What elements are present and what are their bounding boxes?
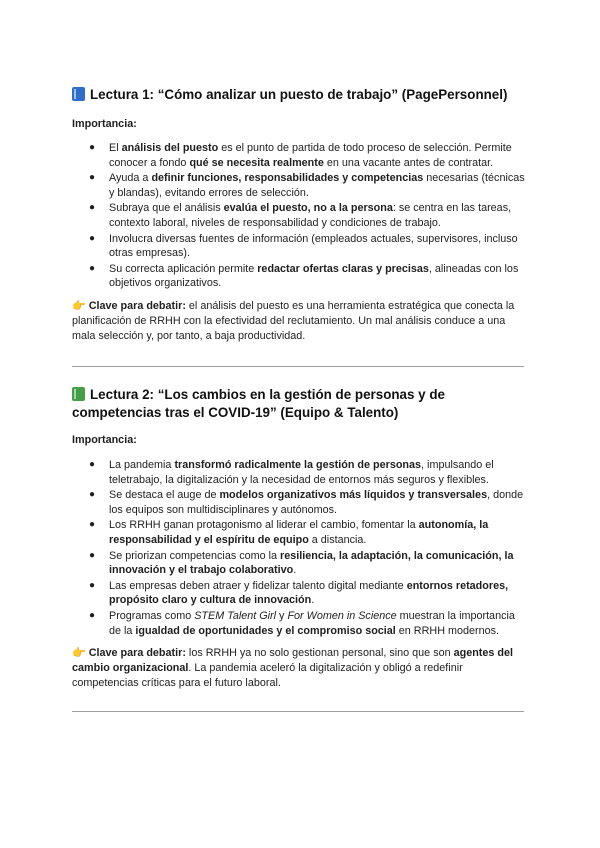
bullet-dot: ● — [89, 172, 96, 184]
list-item — [72, 232, 528, 261]
bullet-dot: ● — [89, 579, 96, 591]
text-run: Se priorizan competencias como la — [109, 549, 281, 562]
section-2-importance-label: Importancia: — [72, 434, 137, 446]
text-run: , impulsando el teletrabajo, la digitalización y la necesidad de entornos más seguros y flexibles. — [109, 459, 494, 486]
list-item — [72, 488, 528, 517]
section-2-debate-paragraph — [72, 646, 528, 691]
bold-text: definir funciones, responsabilidades y competencias — [151, 172, 424, 185]
section-1-importance-label: Importancia: — [72, 118, 137, 130]
bold-text: transformó radicalmente la gestión de personas — [174, 459, 422, 471]
bold-text: igualdad de oportunidades y el compromiso social — [135, 624, 396, 637]
text-run: El — [109, 142, 122, 154]
text-run: . — [293, 564, 297, 577]
bold-text: evalúa el puesto, no a la persona — [223, 202, 393, 215]
bullet-dot: ● — [89, 489, 96, 501]
bullet-dot: ● — [89, 519, 96, 531]
section-1-debate-label: Clave para debatir: — [88, 299, 186, 312]
text-run: Se destaca el auge de — [109, 489, 220, 502]
bullet-dot: ● — [89, 262, 96, 274]
section-2-bullet-list — [72, 458, 528, 638]
bullet-dot: ● — [89, 459, 96, 470]
text-run: Su correcta aplicación permite — [109, 262, 258, 275]
section-1-bullet-list — [72, 141, 528, 291]
text-run: , alineadas con los objetivos organizativos. — [109, 262, 519, 290]
section-1-debate-text: el análisis del puesto es una herramienta estratégica que conecta la planificación de RRHH con la efectividad del reclutamiento. Un mal análisis conduce a una mala selección y, por tanto, a baja productividad. — [72, 299, 515, 342]
pointing-hand-icon: 👉 — [72, 647, 86, 660]
green-book-icon — [72, 387, 85, 401]
text-run: es el punto de partida de todo proceso de selección. Permite conocer a fondo — [109, 142, 512, 169]
text-run: necesarias (técnicas y blandas), evitando errores de selección. — [109, 172, 525, 199]
pointing-hand-icon: 👉 — [72, 299, 86, 312]
section-2-heading — [72, 386, 528, 422]
text-run: , donde los equipos son multidisciplinares y autónomos. — [109, 489, 524, 516]
bold-text: análisis del puesto — [121, 142, 219, 154]
bullet-dot: ● — [89, 549, 96, 561]
text-run: La pandemia — [109, 459, 175, 471]
text-run: en RRHH modernos. — [395, 624, 500, 637]
list-item — [72, 141, 528, 170]
bullet-dot: ● — [89, 609, 96, 621]
bold-text: redactar ofertas claras y precisas — [257, 262, 429, 275]
text-run: Programas como — [109, 609, 195, 622]
section-2-debate-bold: agentes del cambio organizacional — [72, 647, 514, 675]
bullet-dot: ● — [89, 202, 96, 214]
list-item — [72, 262, 528, 291]
text-run: y — [276, 609, 288, 622]
list-item — [72, 518, 528, 547]
section-lectura-2 — [72, 386, 528, 691]
section-divider-1 — [72, 366, 524, 367]
italic-text: For Women in Science — [287, 609, 397, 622]
italic-text: STEM Talent Girl — [194, 609, 277, 622]
text-run: en una vacante antes de contratar. — [323, 156, 494, 169]
section-lectura-1 — [72, 86, 528, 344]
blue-book-icon — [72, 87, 85, 101]
text-run: : se centra en las tareas, contexto laboral, niveles de responsabilidad y condiciones de trabajo. — [109, 202, 512, 229]
text-run: Las empresas deben atraer y fidelizar talento digital mediante — [109, 579, 407, 592]
text-run: Involucra diversas fuentes de información (empleados actuales, supervisores, incluso otras empresas). — [109, 232, 518, 260]
text-run: . — [311, 594, 315, 607]
list-item — [72, 201, 528, 230]
text-run: Ayuda a — [109, 172, 152, 185]
list-item — [72, 458, 528, 487]
section-2-debate-text-1: los RRHH ya no solo gestionan personal, sino que son — [185, 647, 454, 660]
list-item — [72, 609, 528, 638]
section-2-debate-text-2: . La pandemia aceleró la digitalización y obligó a redefinir competencias críticas para el futuro laboral. — [72, 662, 463, 690]
section-1-title: Lectura 1: “Cómo analizar un puesto de trabajo” (PagePersonnel) — [90, 87, 508, 102]
list-item — [72, 579, 528, 608]
bold-text: modelos organizativos más líquidos y transversales — [219, 489, 488, 502]
bold-text: resiliencia, la adaptación, la comunicación, la innovación y el trabajo colaborativo — [109, 549, 514, 577]
bullet-dot: ● — [89, 142, 96, 153]
text-run: muestran la importancia de la — [109, 609, 515, 637]
section-divider-2 — [72, 711, 524, 712]
text-run: a distancia. — [308, 533, 367, 546]
section-1-heading — [72, 86, 528, 104]
text-run: Los RRHH ganan protagonismo al liderar el cambio, fomentar la — [109, 519, 419, 532]
list-item — [72, 171, 528, 200]
bold-text: qué se necesita realmente — [189, 156, 324, 169]
section-1-debate-paragraph — [72, 299, 528, 344]
bold-text: autonomía, la responsabilidad y el espíritu de equipo — [109, 519, 489, 546]
section-2-debate-label: Clave para debatir: — [88, 647, 186, 660]
list-item — [72, 549, 528, 578]
text-run: Subraya que el análisis — [109, 202, 224, 215]
section-2-title: Lectura 2: “Los cambios en la gestión de personas y de competencias tras el COVID-19” (Equipo & Talento) — [72, 387, 445, 420]
bullet-dot: ● — [89, 232, 96, 244]
bold-text: entornos retadores, propósito claro y cultura de innovación — [109, 579, 509, 607]
